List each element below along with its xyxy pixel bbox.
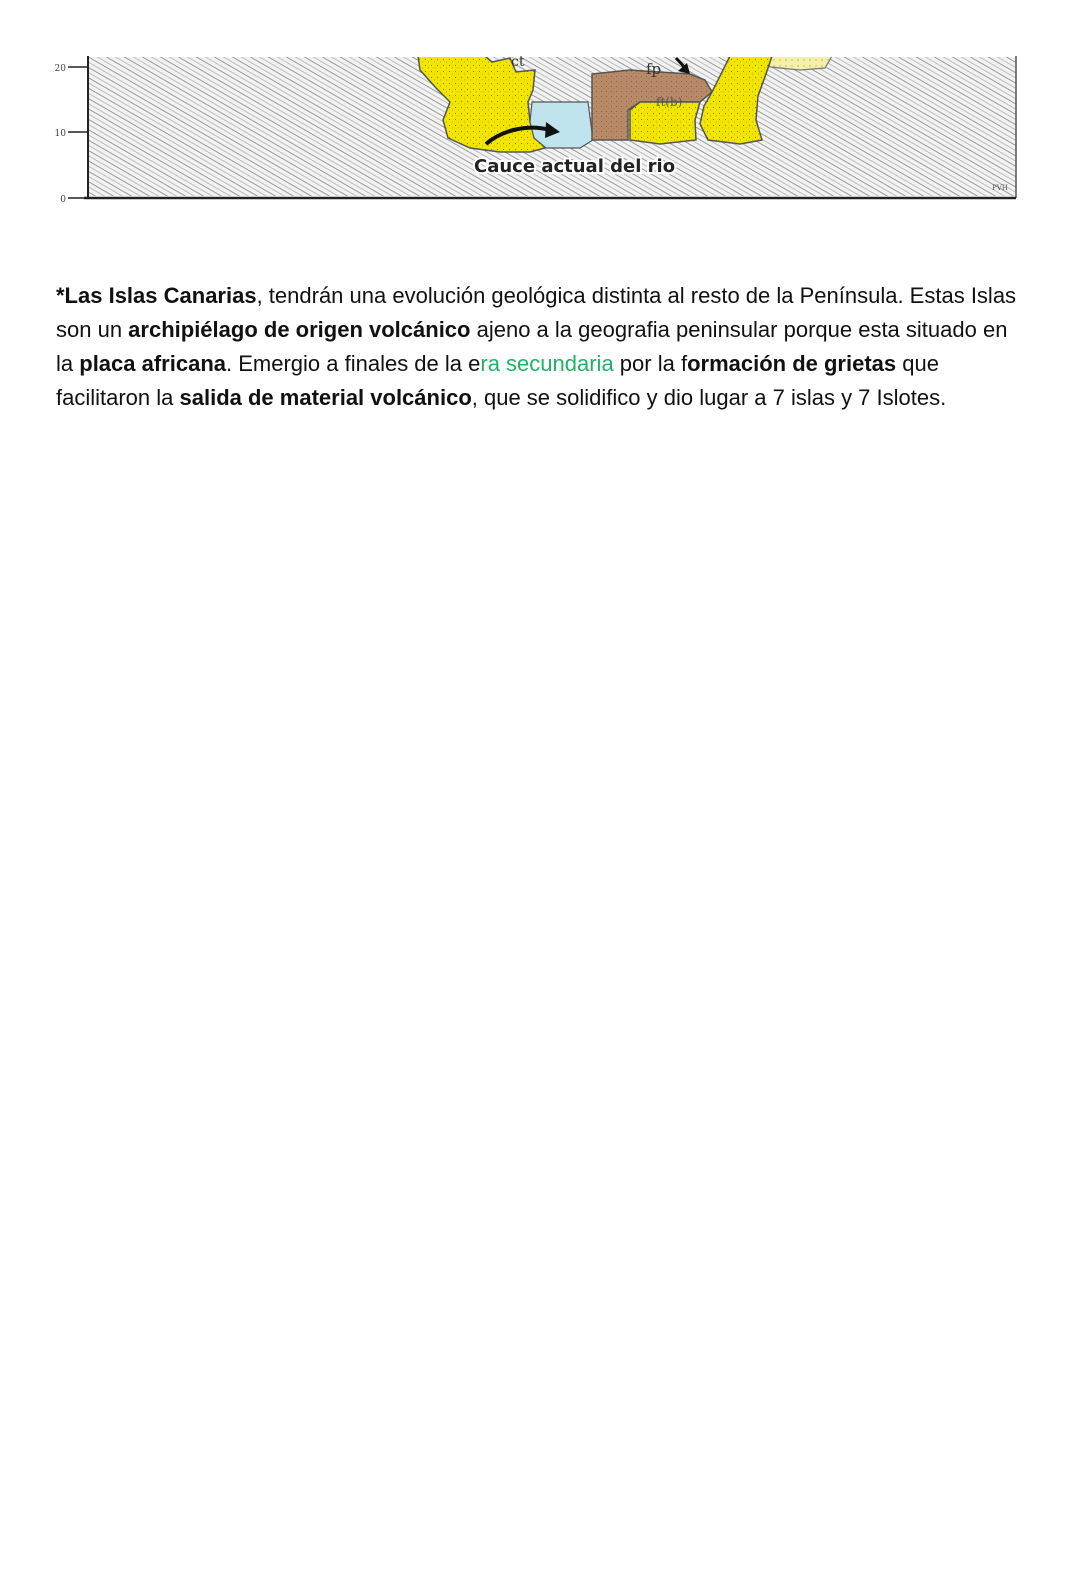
bold-canary-islands: *Las Islas Canarias	[56, 283, 257, 308]
label-ftb: ft(b)	[656, 95, 683, 109]
highlight-secondary-era: ra secundaria	[480, 351, 614, 376]
credit-label: PVH	[992, 184, 1008, 192]
text-span: , que se solidifico y dio lugar a 7 islas y 7 Islotes.	[471, 385, 947, 410]
text-span: , tendrán una evolución geológica distinta al resto de la Península. Estas Islas son un	[56, 283, 1017, 342]
label-fp: fp	[646, 60, 662, 78]
bold-african-plate: placa africana	[79, 351, 226, 376]
cross-section-svg	[40, 40, 1030, 210]
river-channel-label: Cauce actual del rio	[474, 156, 676, 177]
y-tick-20: 20	[54, 64, 66, 74]
y-tick-0: 0	[60, 195, 66, 205]
label-ct: ct	[511, 54, 525, 70]
text-span: . Emergio a finales de la e	[226, 351, 481, 376]
river-water	[530, 102, 593, 148]
text-span: por la f	[613, 351, 688, 376]
bold-volcanic-archipelago: archipiélago de origen volcánico	[128, 317, 471, 342]
y-tick-10: 10	[54, 129, 66, 139]
geologic-cross-section-figure	[40, 40, 1030, 210]
canary-islands-paragraph	[56, 279, 1024, 415]
bold-volcanic-material: salida de material volcánico	[179, 385, 472, 410]
text-span: ajeno a la geografia peninsular porque esta situado en la	[56, 317, 1008, 376]
bold-crack-formation: ormación de grietas	[687, 351, 897, 376]
upper-terrace-deposit	[765, 56, 832, 70]
text-span: que facilitaron la	[56, 351, 939, 410]
